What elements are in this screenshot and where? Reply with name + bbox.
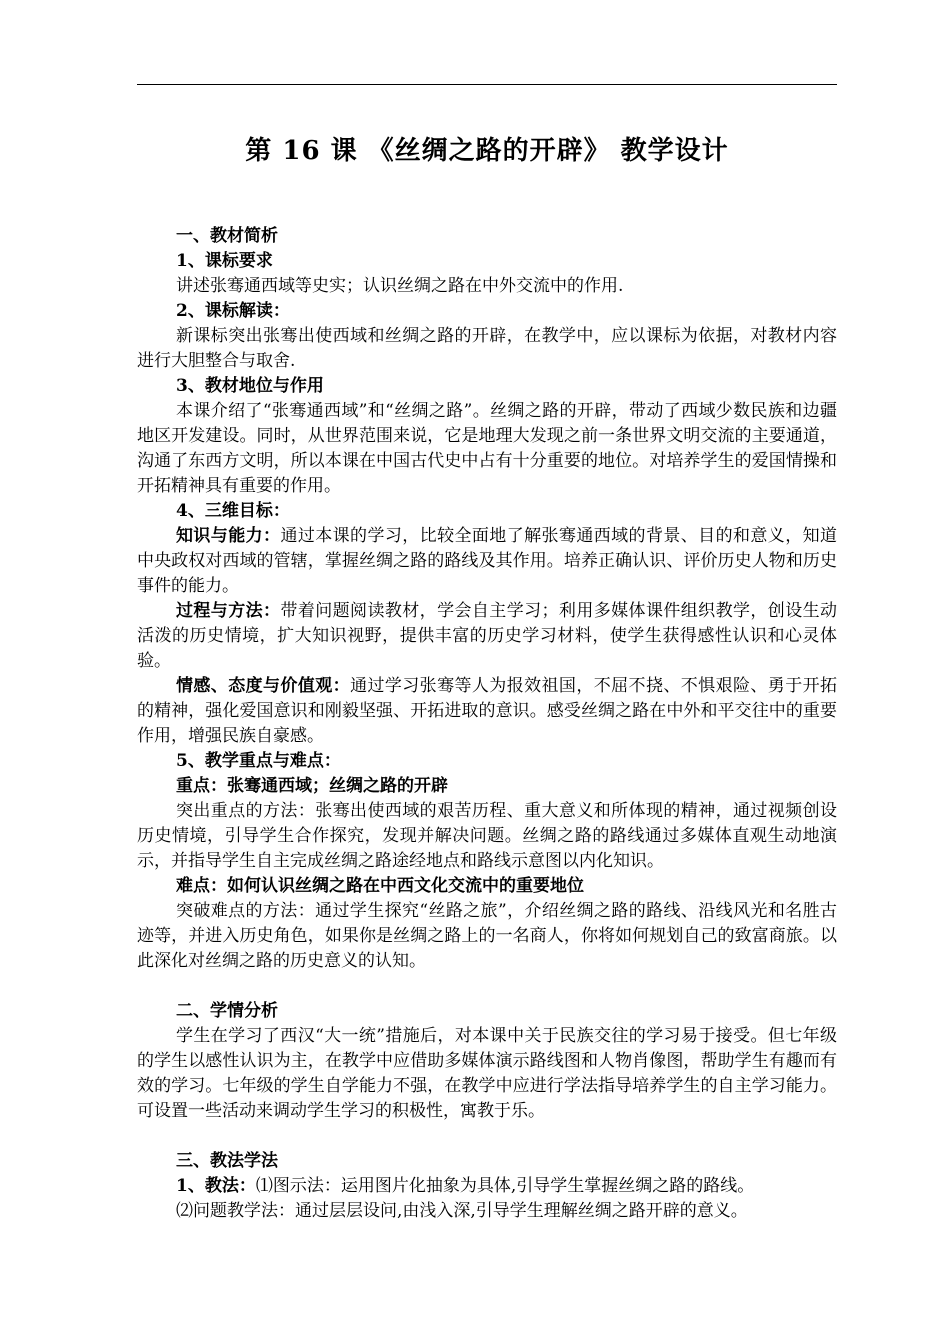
method-1: [137, 1174, 837, 1199]
goal-label: 过程与方法：: [176, 601, 281, 621]
subheading-interpretation: 2、课标解读：: [176, 301, 290, 321]
section-heading-3: 三、教法学法: [176, 1151, 278, 1171]
paragraph-interpretation: 新课标突出张骞出使西域和丝绸之路的开辟，在教学中，应以课标为依据，对教材内容进行大胆整合与取舍.: [137, 326, 837, 371]
subheading-standards: 1、课标要求: [176, 251, 273, 271]
difficult-point-method: 突破难点的方法：通过学生探究“丝路之旅”，介绍丝绸之路的路线、沿线风光和名胜古迹等，并进入历史角色，如果你是丝绸之路上的一名商人，你将如何规划自己的致富商旅。以此深化对丝绸之路的历史意义的认知。: [137, 901, 837, 971]
goal-text: 带着问题阅读教材，学会自主学习；利用多媒体课件组织教学，创设生动活泼的历史情境，扩大知识视野，提供丰富的历史学习材料，使学生获得感性认识和心灵体验。: [137, 601, 838, 671]
document-body: [137, 224, 837, 1224]
paragraph-standards: 讲述张骞通西域等史实；认识丝绸之路在中外交流中的作用.: [176, 276, 624, 296]
goal-label: 知识与能力：: [176, 526, 281, 546]
method-text: ⑴图示法：运用图片化抽象为具体,引导学生掌握丝绸之路的路线。: [255, 1176, 755, 1196]
subheading-goals: 4、三维目标：: [176, 501, 290, 521]
goal-knowledge: [137, 524, 837, 599]
method-2: ⑵问题教学法：通过层层设问,由浅入深,引导学生理解丝绸之路开辟的意义。: [176, 1201, 748, 1221]
page-title: 第 16 课 《丝绸之路的开辟》 教学设计: [245, 136, 729, 166]
difficult-point: 难点：如何认识丝绸之路在中西文化交流中的重要地位: [176, 876, 584, 896]
goal-process: [137, 599, 837, 674]
header-rule: [137, 84, 837, 85]
spacer: [137, 974, 837, 999]
subheading-key-points: 5、教学重点与难点：: [176, 751, 341, 771]
goal-emotion: [137, 674, 837, 749]
key-point: 重点：张骞通西域；丝绸之路的开辟: [176, 776, 448, 796]
method-label: 1、教法：: [176, 1176, 256, 1196]
key-point-method: 突出重点的方法：张骞出使西域的艰苦历程、重大意义和所体现的精神，通过视频创设历史情境，引导学生合作探究，发现并解决问题。丝绸之路的路线通过多媒体直观生动地演示，并指导学生自主完成丝绸之路途经地点和路线示意图以内化知识。: [137, 801, 837, 871]
paragraph-student-analysis: 学生在学习了西汉“大一统”措施后，对本课中关于民族交往的学习易于接受。但七年级的学生以感性认识为主，在教学中应借助多媒体演示路线图和人物肖像图，帮助学生有趣而有效的学习。七年级的学生自学能力不强，在教学中应进行学法指导培养学生的自主学习能力。可设置一些活动来调动学生学习的积极性，寓教于乐。: [137, 1026, 837, 1121]
goal-text: 通过学习张骞等人为报效祖国，不屈不挠、不惧艰险、勇于开拓的精神，强化爱国意识和刚毅坚强、开拓进取的意识。感受丝绸之路在中外和平交往中的重要作用，增强民族自豪感。: [137, 676, 838, 746]
spacer: [137, 1124, 837, 1149]
goal-label: 情感、态度与价值观：: [176, 676, 351, 696]
paragraph-position: 本课介绍了“张骞通西域”和“丝绸之路”。丝绸之路的开辟，带动了西域少数民族和边疆地区开发建设。同时，从世界范围来说，它是地理大发现之前一条世界文明交流的主要通道，沟通了东西方文明，所以本课在中国古代史中占有十分重要的地位。对培养学生的爱国情操和开拓精神具有重要的作用。: [137, 401, 837, 496]
section-heading-1: 一、教材简析: [176, 226, 278, 246]
section-heading-2: 二、学情分析: [176, 1001, 278, 1021]
subheading-position: 3、教材地位与作用: [176, 376, 324, 396]
goal-text: 通过本课的学习，比较全面地了解张骞通西域的背景、目的和意义，知道中央政权对西域的管辖，掌握丝绸之路的路线及其作用。培养正确认识、评价历史人物和历史事件的能力。: [137, 526, 838, 596]
